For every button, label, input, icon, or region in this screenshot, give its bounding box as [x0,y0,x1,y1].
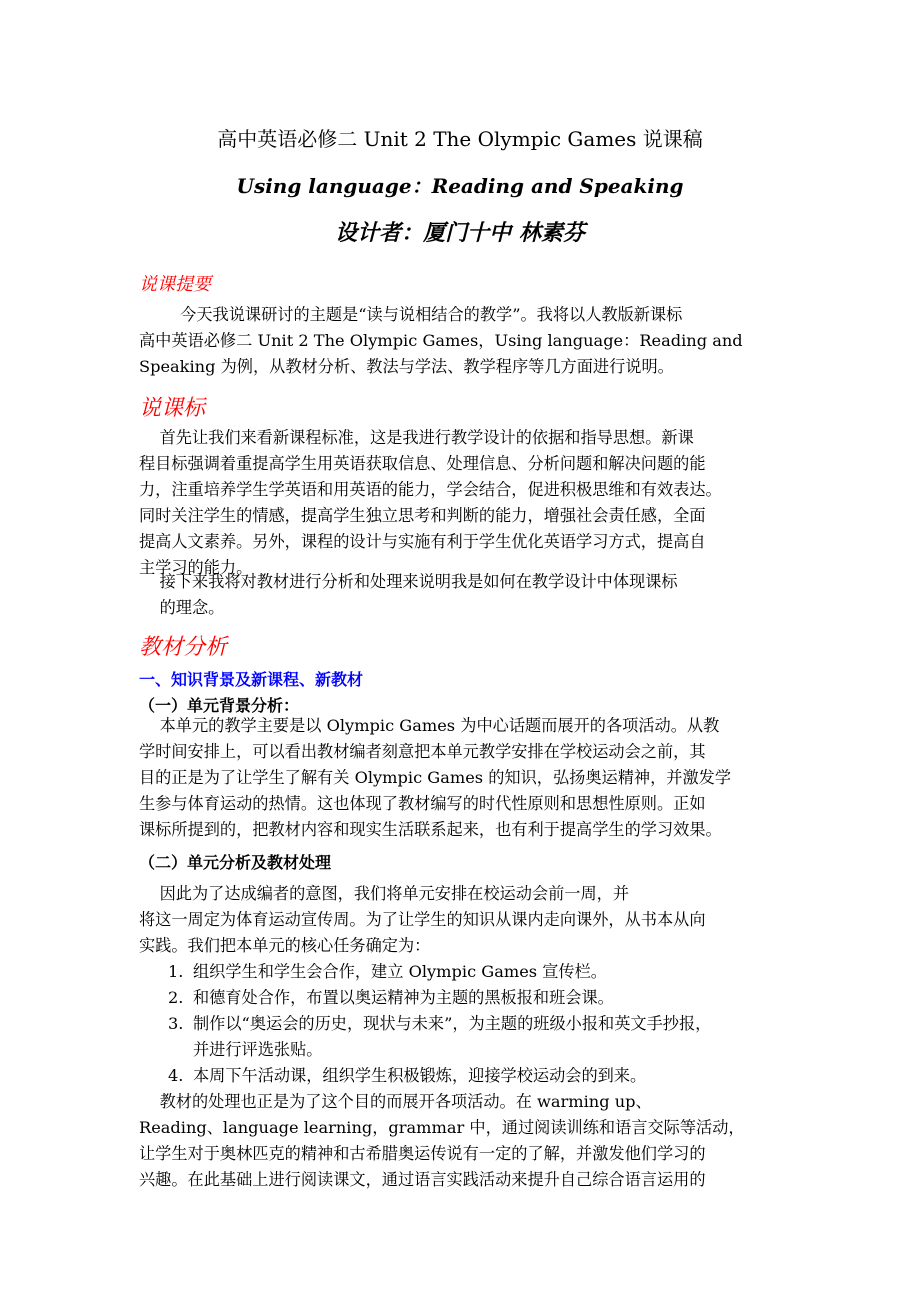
paragraph-line: 实践。我们把本单元的核心任务确定为： [139,936,431,955]
paragraph-line: 的理念。 [139,598,225,617]
list-item [168,959,607,985]
list-number: 2. [168,988,184,1007]
document-subtitle: Using language：Reading and Speaking [236,174,684,198]
textbook-processing-paragraph [139,1089,784,1193]
summary-paragraph [139,302,784,380]
list-text: 本周下午活动课，组织学生积极锻炼，迎接学校运动会的到来。 [193,1066,647,1085]
list-text-continued: 并进行评选张贴。 [193,1040,323,1059]
section-heading-summary: 说课提要 [139,274,211,295]
document-author: 设计者：厦门十中 林素芬 [335,220,585,246]
subheading-unit-background: （一）单元背景分析： [139,696,300,715]
list-text: 制作以“奥运会的历史，现状与未来”，为主题的班级小报和英文手抄报， [193,1014,712,1033]
paragraph-line: 接下来我将对教材进行分析和处理来说明我是如何在教学设计中体现课标 [139,572,678,591]
list-number: 1. [168,962,184,981]
subheading-knowledge-background: 一、知识背景及新课程、新教材 [139,670,364,689]
section-heading-curriculum: 说课标 [139,396,206,421]
list-item [168,985,614,1011]
subheading-unit-analysis: （二）单元分析及教材处理 [139,853,332,872]
curriculum-paragraph [139,425,784,581]
paragraph-line: 提高人文素养。另外，课程的设计与实施有利于学生优化英语学习方式，提高自 [139,532,706,551]
section-heading-textbook-analysis: 教材分析 [139,635,228,660]
paragraph-line: 将这一周定为体育运动宣传周。为了让学生的知识从课内走向课外，从书本从向 [139,910,706,929]
paragraph-line: 高中英语必修二 Unit 2 The Olympic Games，Using language：Reading and [139,331,743,350]
list-item [168,1011,711,1063]
paragraph-line: 因此为了达成编者的意图，我们将单元安排在校运动会前一周，并 [139,884,630,903]
list-text: 组织学生和学生会合作，建立 Olympic Games 宣传栏。 [193,962,607,981]
paragraph-line: Speaking 为例，从教材分析、教法与学法、教学程序等几方面进行说明。 [139,357,674,376]
paragraph-line: 生参与体育运动的热情。这也体现了教材编写的时代性原则和思想性原则。正如 [139,794,706,813]
paragraph-line: 程目标强调着重提高学生用英语获取信息、处理信息、分析问题和解决问题的能 [139,454,706,473]
paragraph-line: 学时间安排上，可以看出教材编者刻意把本单元教学安排在学校运动会之前，其 [139,742,706,761]
unit-background-paragraph [139,713,784,843]
paragraph-line: 让学生对于奥林匹克的精神和古希腊奥运传说有一定的了解，并激发他们学习的 [139,1144,706,1163]
paragraph-line: 同时关注学生的情感，提高学生独立思考和判断的能力，增强社会责任感，全面 [139,506,706,525]
paragraph-line: 力，注重培养学生学英语和用英语的能力，学会结合，促进积极思维和有效表达。 [139,480,722,499]
list-number: 4. [168,1066,184,1085]
paragraph-line: 兴趣。在此基础上进行阅读课文，通过语言实践活动来提升自己综合语言运用的 [139,1170,706,1189]
list-number: 3. [168,1014,184,1033]
paragraph-line: 主学习的能力。 [139,558,253,577]
curriculum-transition-paragraph [139,569,784,621]
document-title: 高中英语必修二 Unit 2 The Olympic Games 说课稿 [217,127,703,151]
paragraph-line: Reading、language learning，grammar 中，通过阅读训练和语言交际等活动， [139,1118,745,1137]
paragraph-line: 首先让我们来看新课程标准，这是我进行教学设计的依据和指导思想。新课 [139,428,694,447]
unit-analysis-paragraph [139,881,784,959]
paragraph-line: 今天我说课研讨的主题是“读与说相结合的教学”。我将以人教版新课标 [139,305,683,324]
paragraph-line: 教材的处理也正是为了这个目的而展开各项活动。在 warming up、 [139,1092,652,1111]
paragraph-line: 目的正是为了让学生了解有关 Olympic Games 的知识，弘扬奥运精神，并激发学 [139,768,732,787]
paragraph-line: 课标所提到的，把教材内容和现实生活联系起来，也有利于提高学生的学习效果。 [139,820,722,839]
paragraph-line: 本单元的教学主要是以 Olympic Games 为中心话题而展开的各项活动。从教 [139,716,720,735]
list-item [168,1063,646,1089]
list-text: 和德育处合作，布置以奥运精神为主题的黑板报和班会课。 [193,988,614,1007]
